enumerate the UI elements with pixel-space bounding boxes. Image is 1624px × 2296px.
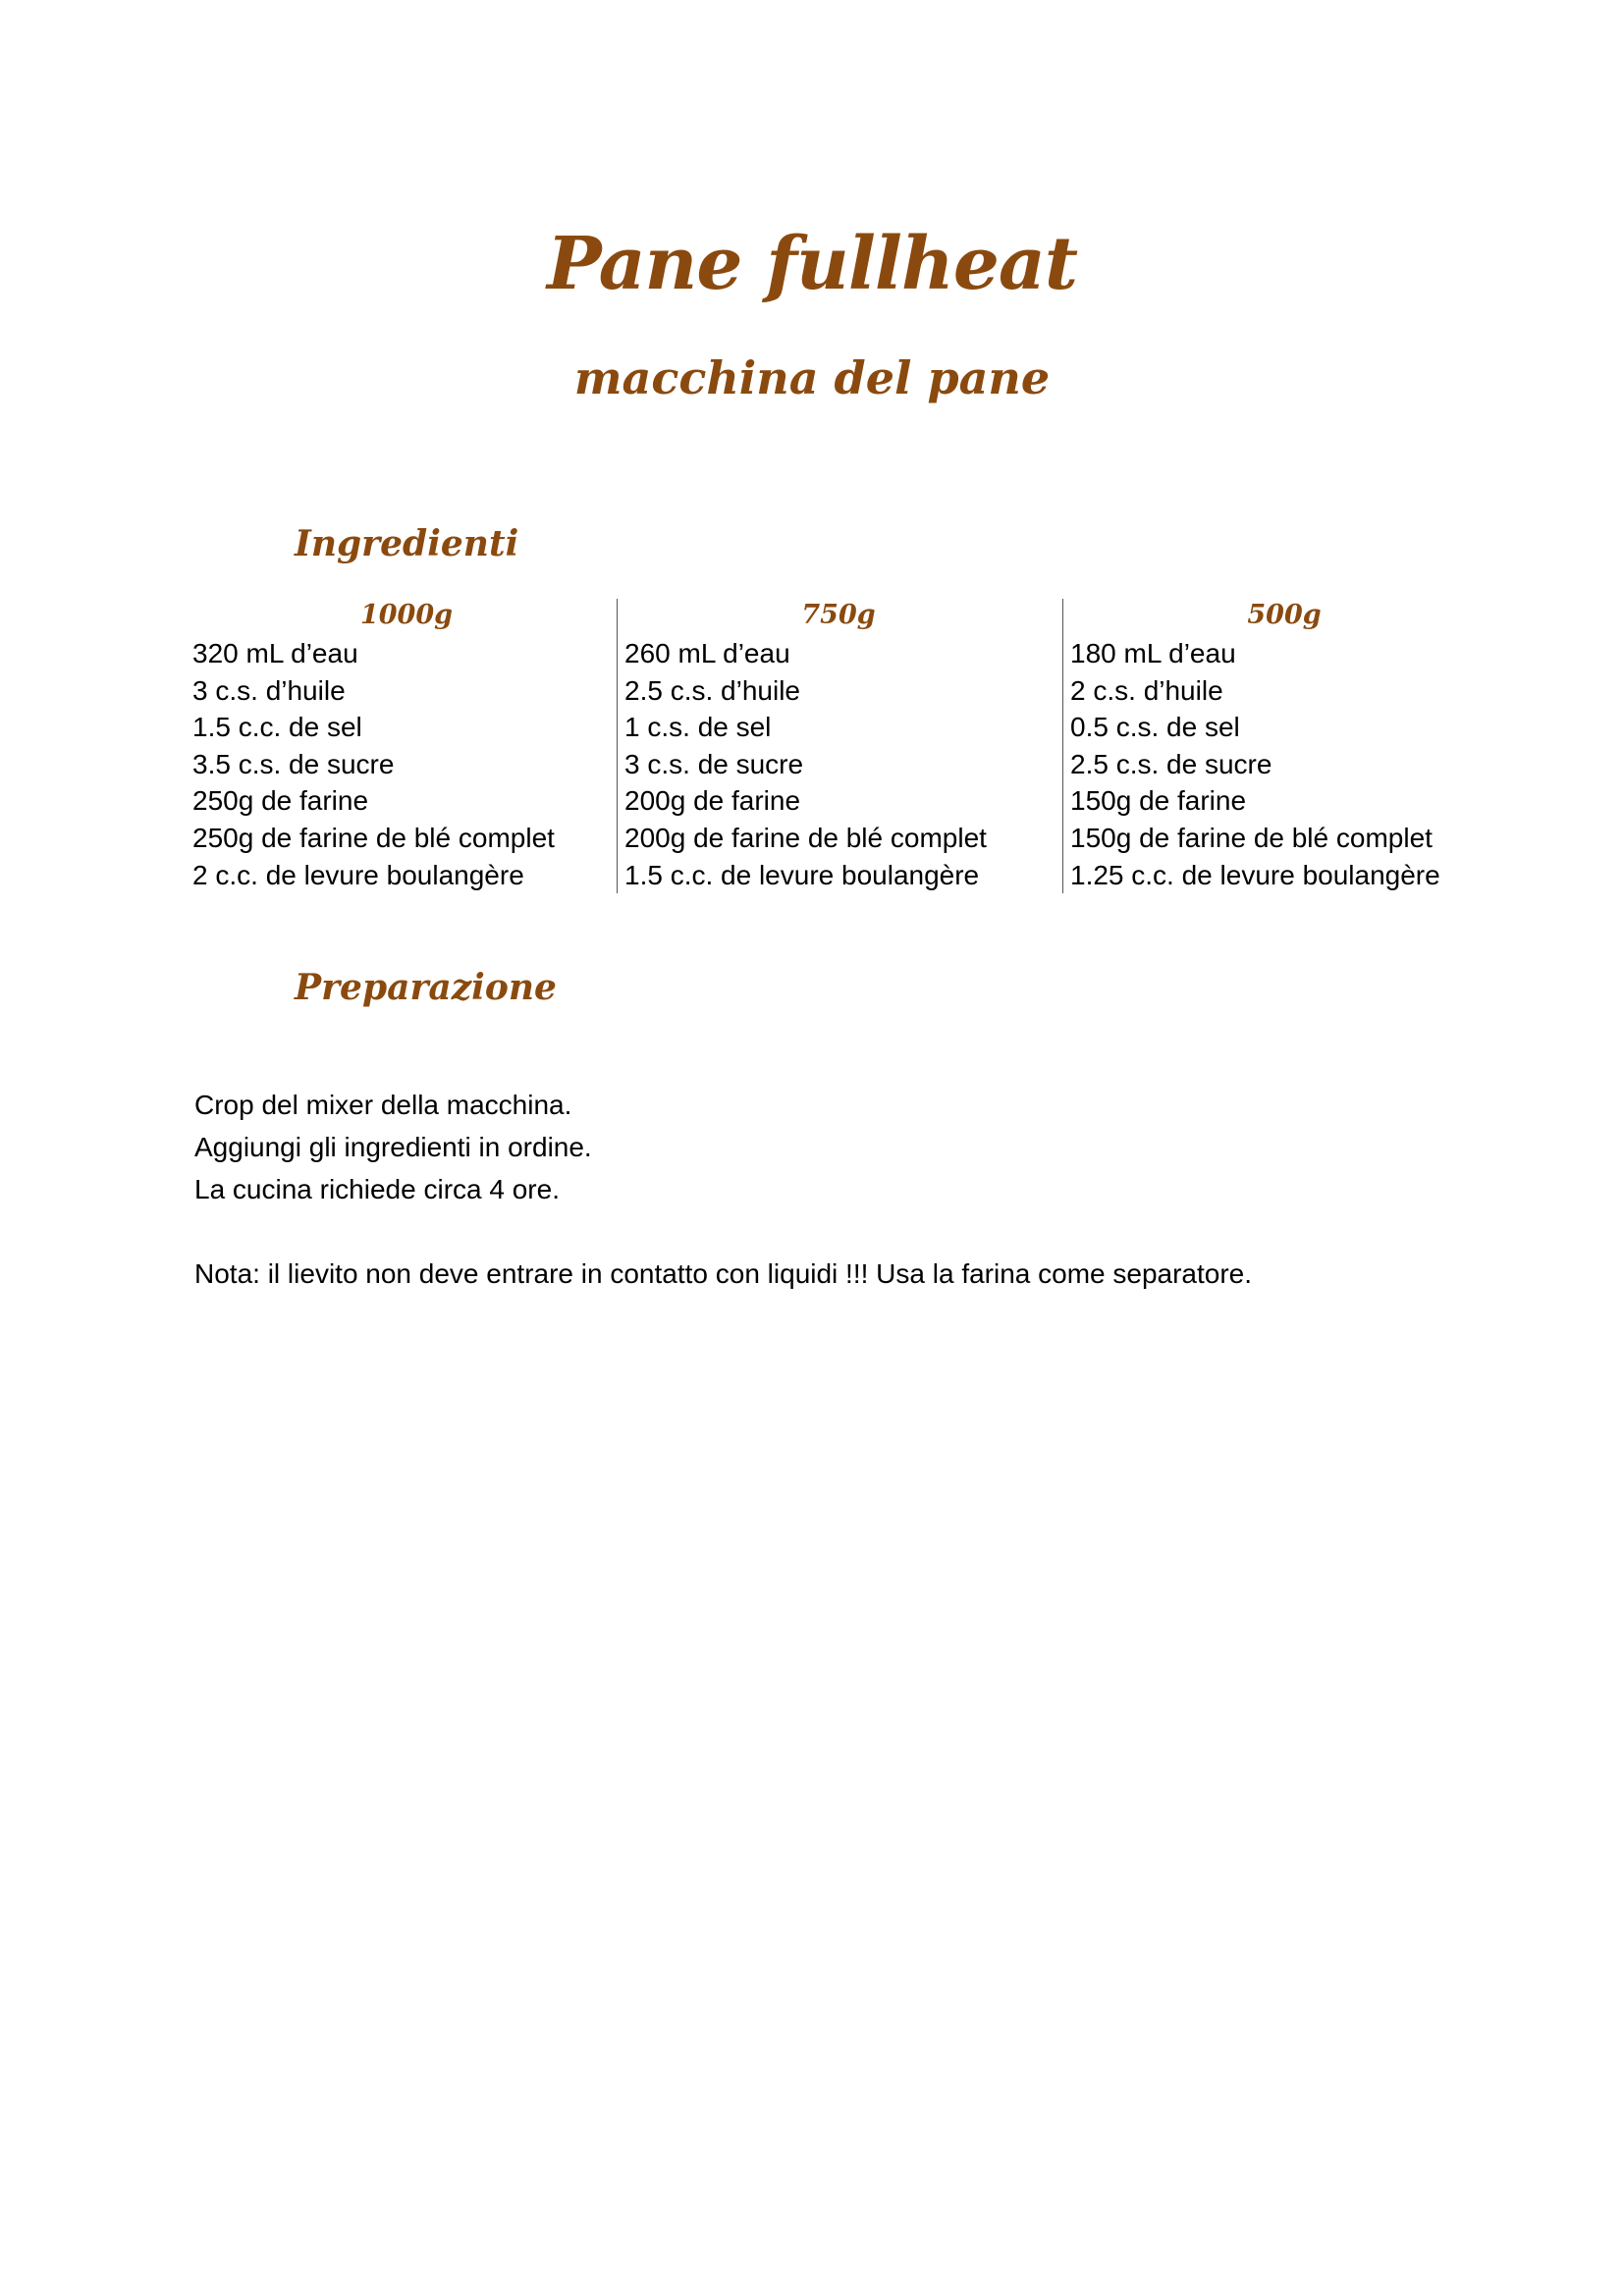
ingredient-item: 2.5 c.s. de sucre [1070,748,1272,779]
ingredient-item: 2 c.c. de levure boulangère [192,859,524,890]
ingredient-item: 3.5 c.s. de sucre [192,748,395,779]
preparation-step: La cucina richiede circa 4 ore. [194,1174,560,1204]
preparazione-heading: Preparazione [295,967,557,1008]
ingredienti-heading: Ingredienti [295,523,519,564]
column-header: 1000g [359,600,454,630]
document-title: Pane fullheat [546,222,1078,306]
document-subtitle: macchina del pane [573,351,1051,404]
ingredients-column-500g [1070,599,1498,893]
ingredient-item: 320 mL d’eau [192,638,358,668]
column-header: 500g [1247,600,1322,630]
ingredient-item: 1 c.s. de sel [624,712,772,743]
ingredient-item: 1.5 c.c. de sel [192,712,362,743]
column-header: 750g [801,600,876,630]
ingredient-item: 200g de farine [624,785,801,817]
ingredient-item: 250g de farine [192,785,369,817]
ingredient-list [624,635,987,893]
ingredient-item: 200g de farine de blé complet [624,822,987,853]
ingredient-item: 3 c.s. de sucre [624,748,804,779]
ingredient-item: 1.25 c.c. de levure boulangère [1070,859,1440,890]
ingredient-item: 1.5 c.c. de levure boulangère [624,859,980,890]
column-divider [617,599,618,893]
ingredient-item: 150g de farine [1070,785,1247,817]
ingredient-item: 180 mL d’eau [1070,638,1236,668]
column-divider [1062,599,1063,893]
ingredient-list [192,635,555,893]
preparation-step: Crop del mixer della macchina. [194,1090,572,1120]
ingredient-item: 0.5 c.s. de sel [1070,712,1240,743]
preparation-step: Aggiungi gli ingredienti in ordine. [194,1132,592,1162]
preparation-note: Nota: il lievito non deve entrare in contatto con liquidi !!! Usa la farina come separatore. [194,1258,1253,1289]
ingredient-item: 250g de farine de blé complet [192,822,555,853]
ingredient-item: 3 c.s. d’huile [192,674,346,706]
ingredient-item: 150g de farine de blé complet [1070,822,1433,853]
ingredients-column-750g [624,599,1053,893]
ingredient-item: 260 mL d’eau [624,638,790,668]
ingredient-item: 2 c.s. d’huile [1070,674,1223,706]
ingredient-item: 2.5 c.s. d’huile [624,674,800,706]
ingredients-table [192,599,1479,893]
ingredients-column-1000g [192,599,621,893]
preparation-steps [194,1084,592,1210]
ingredient-list [1070,635,1440,893]
